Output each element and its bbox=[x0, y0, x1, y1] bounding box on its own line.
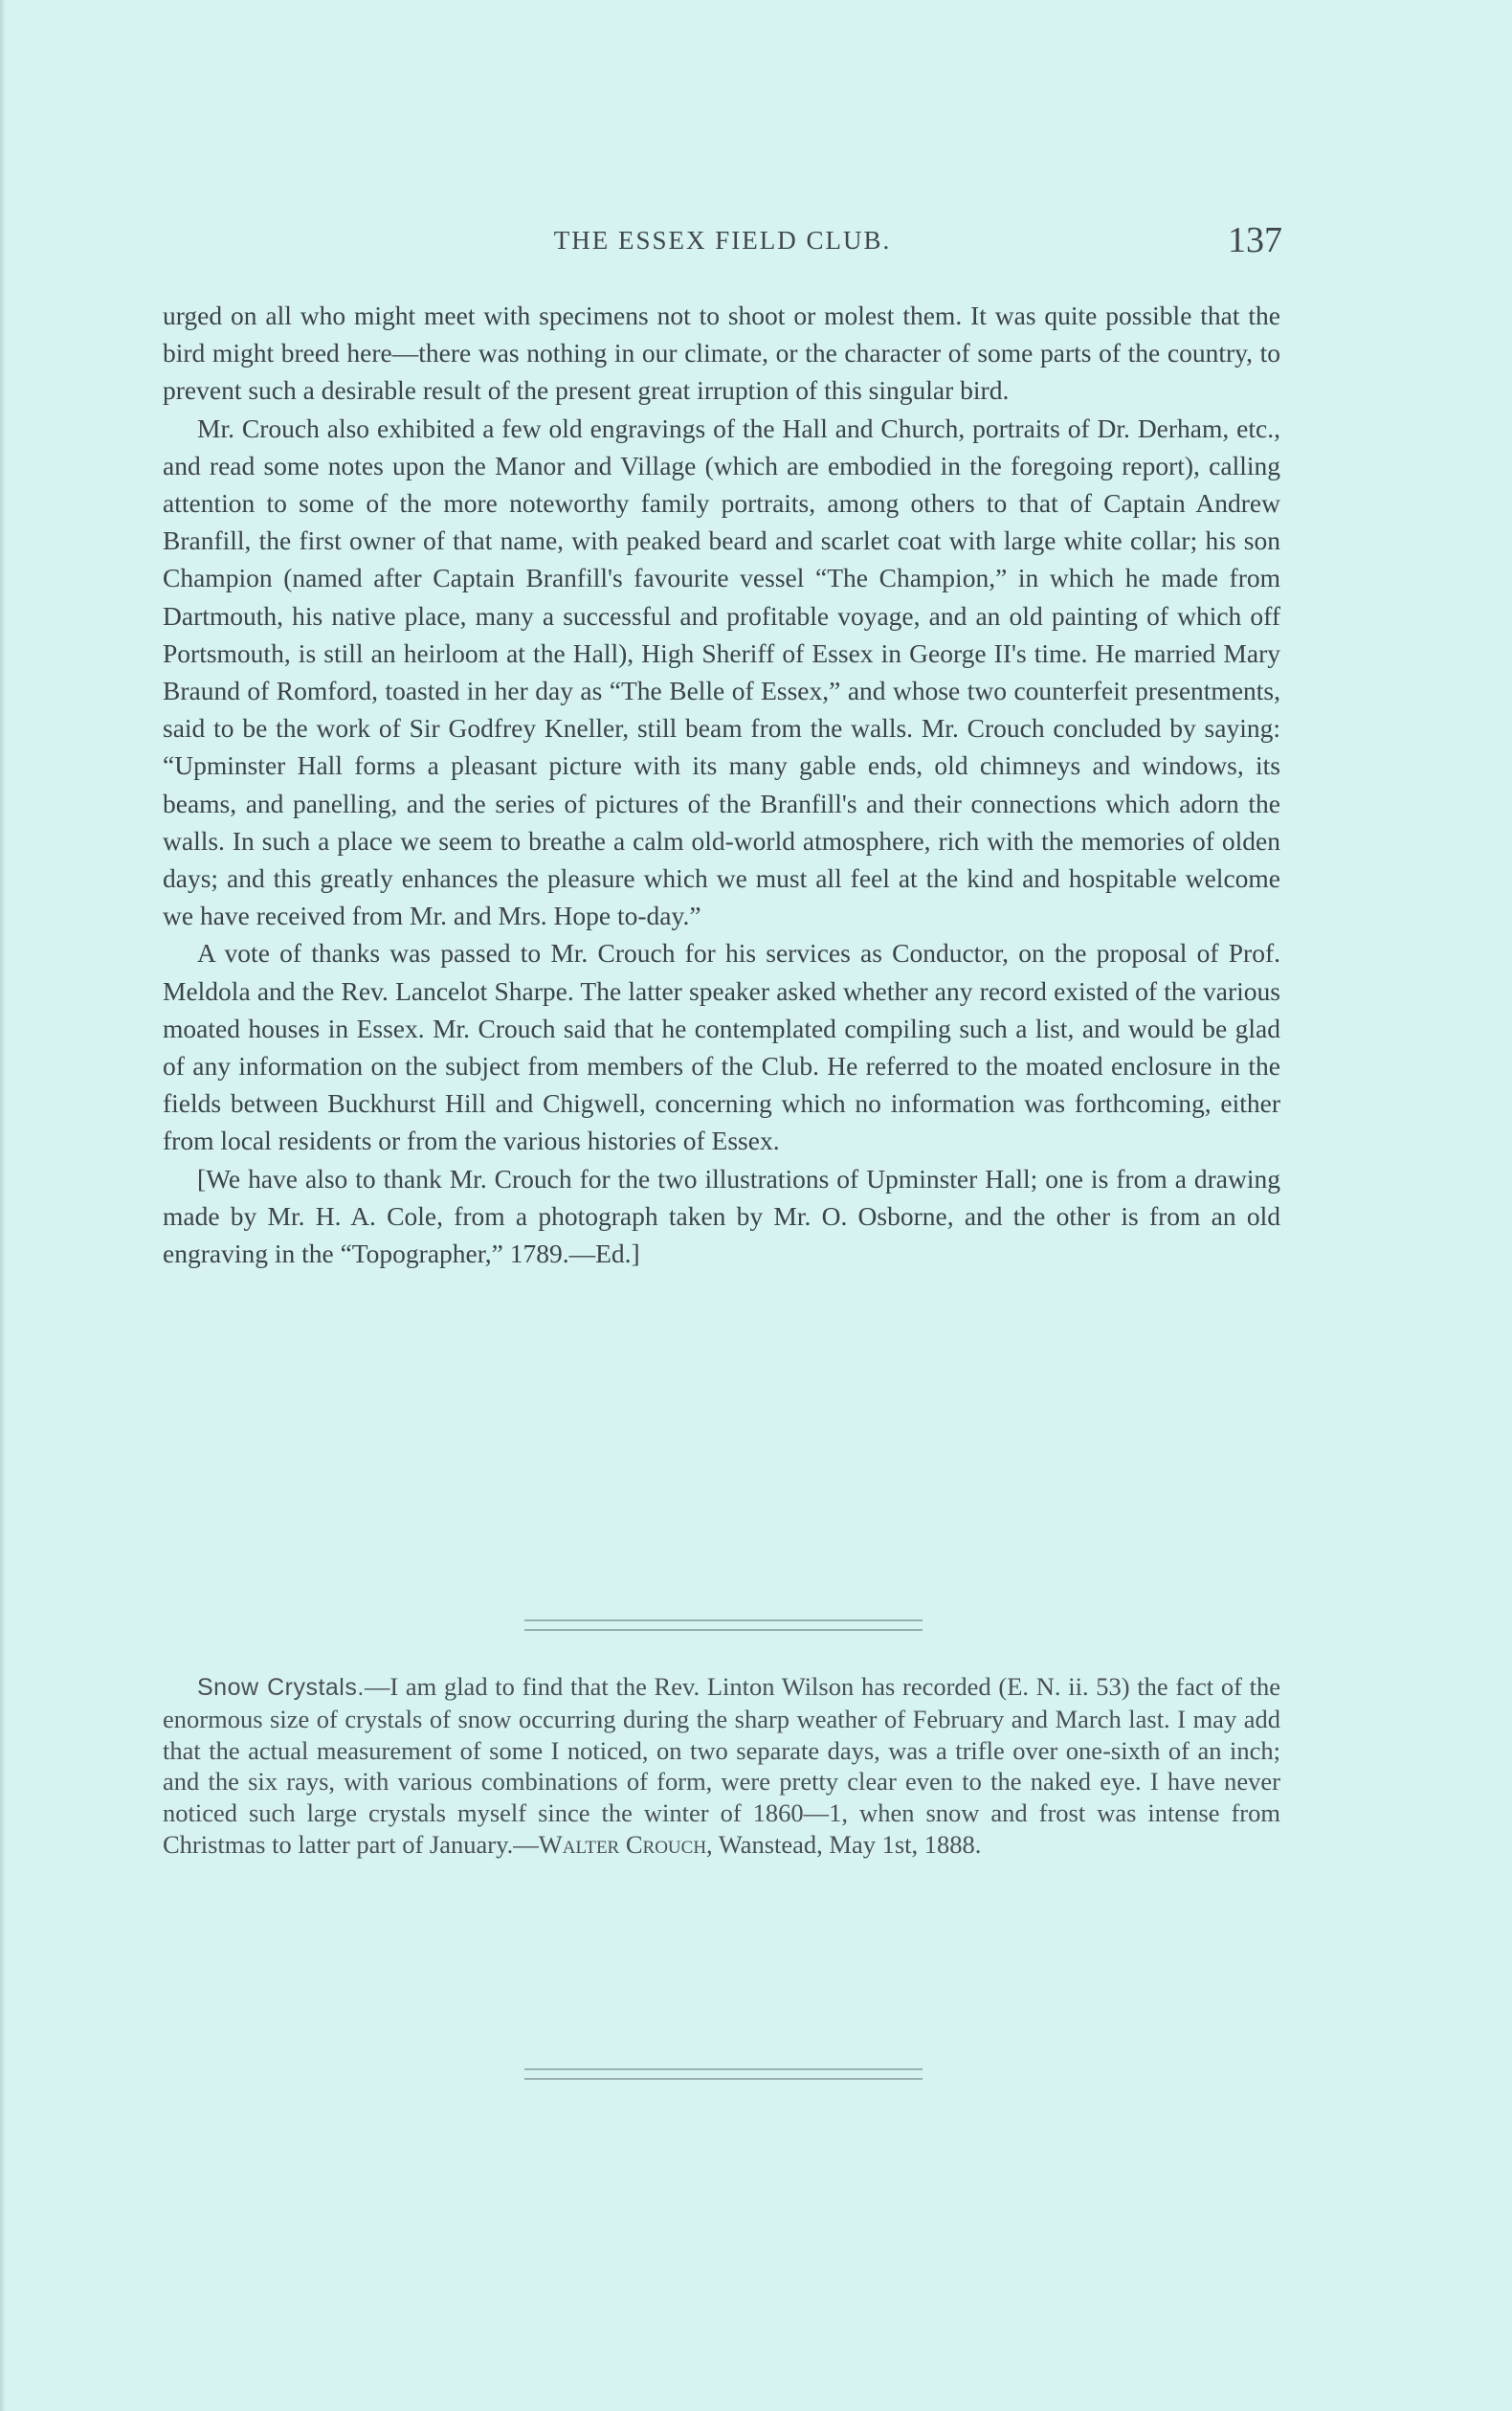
note-body: —I am glad to find that the Rev. Linton Wilson has recorded (E. N. ii. 53) the fact of the enormous size of crystals of snow occurring during the sharp weather of February and March last. I may add that the actual measurement of some I noticed, on two separate days, was a trifle over one-sixth of an inch; and the six rays, with various combinations of form, were pretty clear even to the naked eye. I have never noticed such large crystals myself since the winter of 1860—1, when snow and frost was intense from Christmas to latter part of January.— bbox=[163, 1672, 1280, 1859]
note-place-date: , Wanstead, May 1st, 1888. bbox=[706, 1829, 982, 1859]
snow-crystals-note bbox=[163, 1671, 1280, 1861]
section-divider bbox=[524, 1619, 923, 1631]
end-divider bbox=[524, 2068, 923, 2080]
article-body bbox=[163, 297, 1280, 1272]
note-heading: Snow Crystals. bbox=[197, 1674, 365, 1701]
page-edge bbox=[0, 0, 6, 2411]
paragraph-vote-of-thanks: A vote of thanks was passed to Mr. Crouch for his services as Conductor, on the proposal of Prof. Meldola and the Rev. Lancelot Sharpe. The latter speaker asked whether any record existed of the various moated houses in Essex. Mr. Crouch said that he contemplated compiling such a list, and would be glad of any information on the subject from members of the Club. He referred to the moated enclosure in the fields between Buckhurst Hill and Chigwell, concerning which no information was forthcoming, either from local residents or from the various histories of Essex. bbox=[163, 938, 1280, 1156]
note-signature: Walter Crouch bbox=[538, 1829, 707, 1859]
running-title: THE ESSEX FIELD CLUB. bbox=[553, 226, 892, 255]
paragraph-continuation: urged on all who might meet with specimens not to shoot or molest them. It was quite possible that the bird might breed here—there was nothing in our climate, or the character of some parts of the country, to prevent such a desirable result of the present great irruption of this singular bird. bbox=[163, 301, 1280, 406]
page-number: 137 bbox=[1228, 220, 1282, 260]
paragraph-editor-note: [We have also to thank Mr. Crouch for the two illustrations of Upminster Hall; one is from a drawing made by Mr. H. A. Cole, from a photograph taken by Mr. O. Osborne, and the other is from an old engraving in the “Topographer,” 1789.—Ed.] bbox=[163, 1163, 1280, 1269]
paragraph-crouch-exhibit: Mr. Crouch also exhibited a few old engravings of the Hall and Church, portraits of Dr. Derham, etc., and read some notes upon the Manor and Village (which are embodied in the foregoing report), calling attention to some of the more noteworthy family portraits, among others to that of Captain Andrew Branfill, the first owner of that name, with peaked beard and scarlet coat with large white collar; his son Champion (named after Captain Branfill's favourite vessel “The Champion,” in which he made from Dartmouth, his native place, many a successful and profitable voyage, and an old painting of which off Portsmouth, is still an heirloom at the Hall), High Sheriff of Essex in George II's time. He married Mary Braund of Romford, toasted in her day as “The Belle of Essex,” and whose two counterfeit presentments, said to be the work of Sir Godfrey Kneller, still beam from the walls. Mr. Crouch concluded by saying: “Upminster Hall forms a pleasant picture with its many gable ends, old chimneys and windows, its beams, and panelling, and the series of pictures of the Branfill's and their connections which adorn the walls. In such a place we seem to breathe a calm old-world atmosphere, rich with the memories of olden days; and this greatly enhances the pleasure which we must all feel at the kind and hospitable welcome we have received from Mr. and Mrs. Hope to-day.” bbox=[163, 413, 1280, 931]
note-paragraph bbox=[163, 1671, 1280, 1861]
running-header bbox=[163, 216, 1282, 264]
